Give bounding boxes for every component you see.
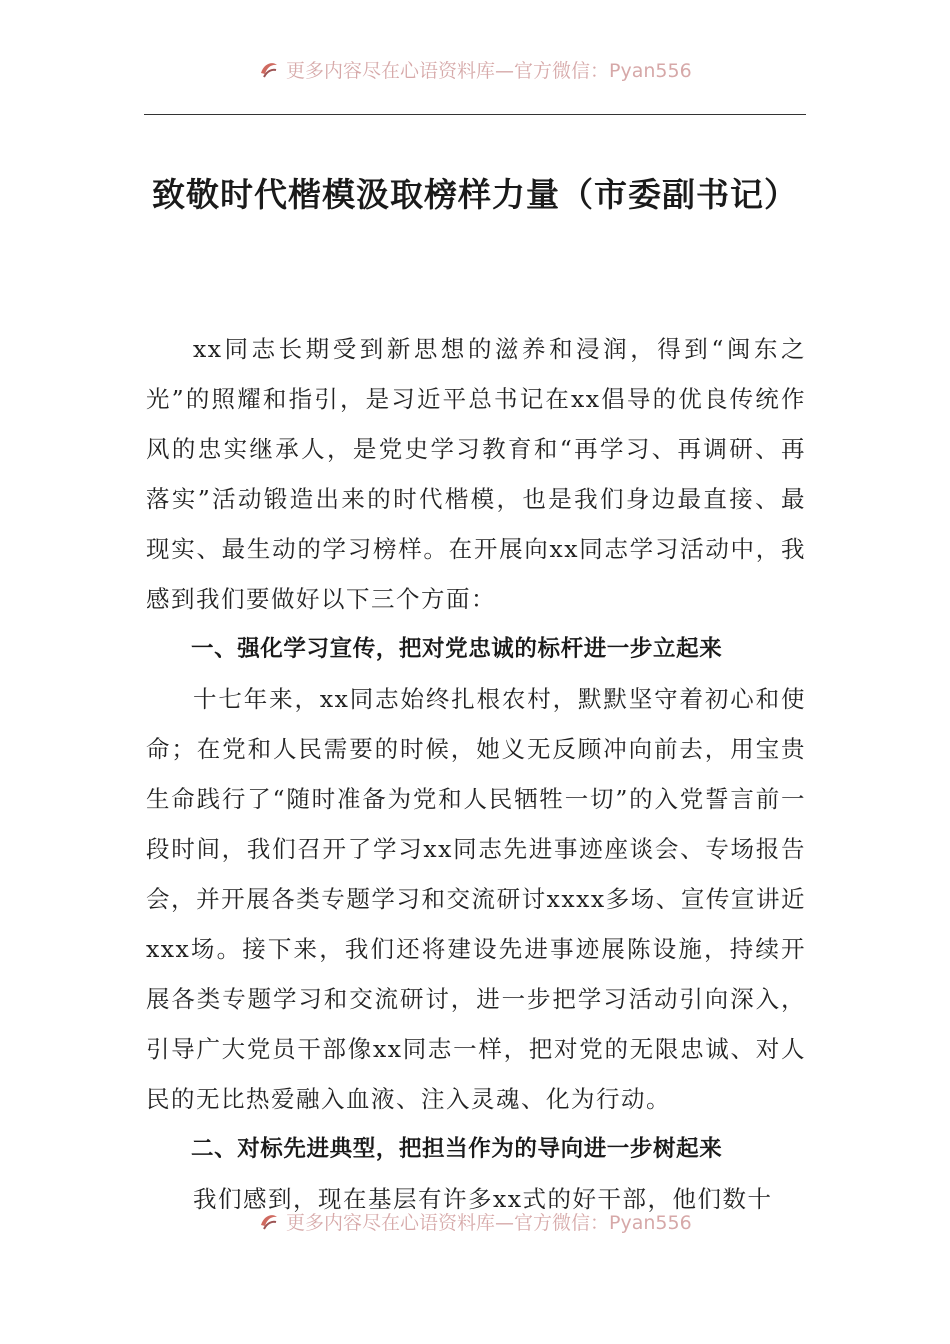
watermark-text: 更多内容尽在心语资料库—官方微信：Pyan556 bbox=[286, 1211, 692, 1234]
document-title: 致敬时代楷模汲取榜样力量（市委副书记） bbox=[152, 175, 798, 214]
header-rule bbox=[144, 114, 806, 115]
brand-logo-icon bbox=[258, 1210, 280, 1232]
section-heading: 二、对标先进典型，把担当作为的导向进一步树起来 bbox=[191, 1136, 723, 1162]
watermark-header bbox=[258, 56, 778, 82]
watermark-footer bbox=[258, 1208, 778, 1234]
paragraph: 十七年来，xx同志始终扎根农村，默默坚守着初心和使命；在党和人民需要的时候，她义无反顾冲向前去，用宝贵生命践行了“随时准备为党和人民牺牲一切”的入党誓言前一段时间，我们召开了学习xx同志先进事迹座谈会、专场报告会，并开展各类专题学习和交流研讨xxxx多场、宣传宣讲近xxx场。接下来，我们还将建设先进事迹展陈设施，持续开展各类专题学习和交流研讨，进一步把学习活动引向深入，引导广大党员干部像xx同志一样，把对党的无限忠诚、对人民的无比热爱融入血液、注入灵魂、化为行动。 bbox=[146, 685, 806, 1113]
watermark-text: 更多内容尽在心语资料库—官方微信：Pyan556 bbox=[286, 59, 692, 82]
section-heading: 一、强化学习宣传，把对党忠诚的标杆进一步立起来 bbox=[191, 636, 723, 662]
brand-logo-icon bbox=[258, 58, 280, 80]
document-body bbox=[146, 324, 806, 1224]
paragraph: 我们感到，现在基层有许多xx式的好干部，他们数十 bbox=[193, 1185, 773, 1213]
paragraph: xx同志长期受到新思想的滋养和浸润，得到“闽东之光”的照耀和指引，是习近平总书记在xx倡导的优良传统作风的忠实继承人，是党史学习教育和“再学习、再调研、再落实”活动锻造出来的时代楷模，也是我们身边最直接、最现实、最生动的学习榜样。在开展向xx同志学习活动中，我感到我们要做好以下三个方面： bbox=[146, 335, 806, 613]
